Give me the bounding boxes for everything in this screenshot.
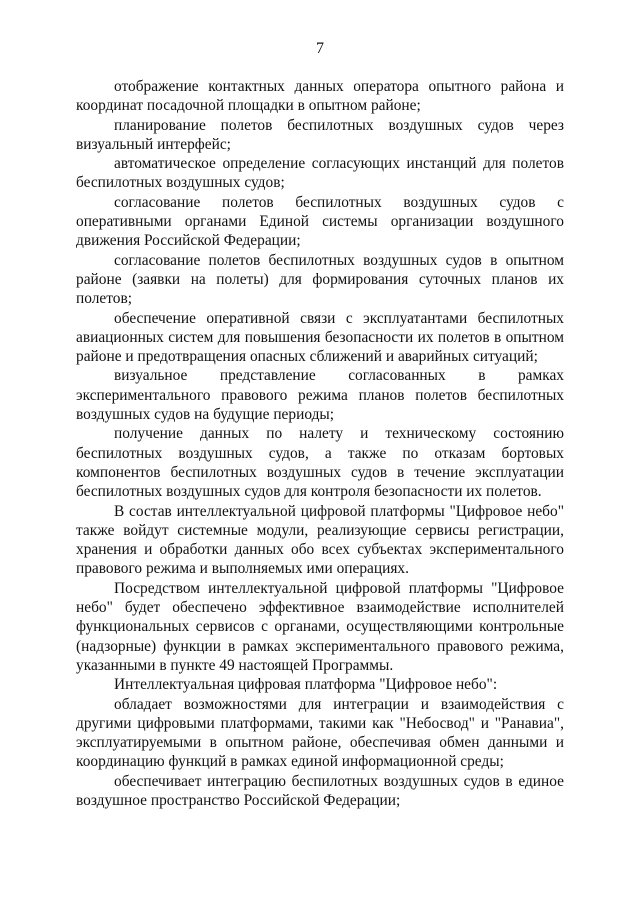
document-body bbox=[76, 77, 564, 810]
paragraph-system-modules: В состав интеллектуальной цифровой платформы "Цифровое небо" также войдут системные модули, реализующие сервисы регистрации, хранения и обработки данных обо всех субъектах экспериментального правового режима и выполняемых ими операциях. bbox=[76, 502, 564, 578]
paragraph-flight-data: получение данных по налету и техническому состоянию беспилотных воздушных судов, а также по отказам бортовых компонентов беспилотных воздушных судов в течение эксплуатации беспилотных воздушных судов для контроля безопасности их полетов. bbox=[76, 425, 564, 501]
paragraph-airspace-integration: обеспечивает интеграцию беспилотных воздушных судов в единое воздушное пространство Российской Федерации; bbox=[76, 772, 564, 809]
paragraph-atm-coordination: согласование полетов беспилотных воздушных судов с оперативными органами Единой системы организации воздушного движения Российской Федерации; bbox=[76, 193, 564, 250]
page-number: 7 bbox=[316, 40, 324, 57]
paragraph-visual-representation: визуальное представление согласованных в рамках экспериментального правового режима планов полетов беспилотных воздушных судов на будущие периоды; bbox=[76, 367, 564, 424]
paragraph-contact-data-display: отображение контактных данных оператора опытного района и координат посадочной площадки в опытном районе; bbox=[76, 78, 564, 115]
paragraph-flight-planning: планирование полетов беспилотных воздушных судов через визуальный интерфейс; bbox=[76, 116, 564, 153]
paragraph-platform-heading: Интеллектуальная цифровая платформа "Цифровое небо": bbox=[114, 676, 498, 694]
paragraph-integration-capabilities: обладает возможностями для интеграции и взаимодействия с другими цифровыми платформами, такими как "Небосвод" и "Ранавиа", эксплуатируемыми в опытном районе, обеспечивая обмен данными и координацию функций в рамках единой информационной среды; bbox=[76, 695, 564, 771]
paragraph-operational-communication: обеспечение оперативной связи с эксплуатантами беспилотных авиационных систем для повышения безопасности их полетов в опытном районе и предотвращения опасных сближений и аварийных ситуаций; bbox=[76, 309, 564, 366]
paragraph-interaction: Посредством интеллектуальной цифровой платформы "Цифровое небо" будет обеспечено эффективное взаимодействие исполнителей функциональных сервисов с органами, осуществляющими контрольные (надзорные) функции в рамках экспериментального правового режима, указанными в пункте 49 настоящей Программы. bbox=[76, 579, 564, 674]
paragraph-approval-authorities: автоматическое определение согласующих инстанций для полетов беспилотных воздушных судов; bbox=[76, 155, 564, 192]
paragraph-daily-plans: согласование полетов беспилотных воздушных судов в опытном районе (заявки на полеты) для формирования суточных планов их полетов; bbox=[76, 251, 564, 308]
